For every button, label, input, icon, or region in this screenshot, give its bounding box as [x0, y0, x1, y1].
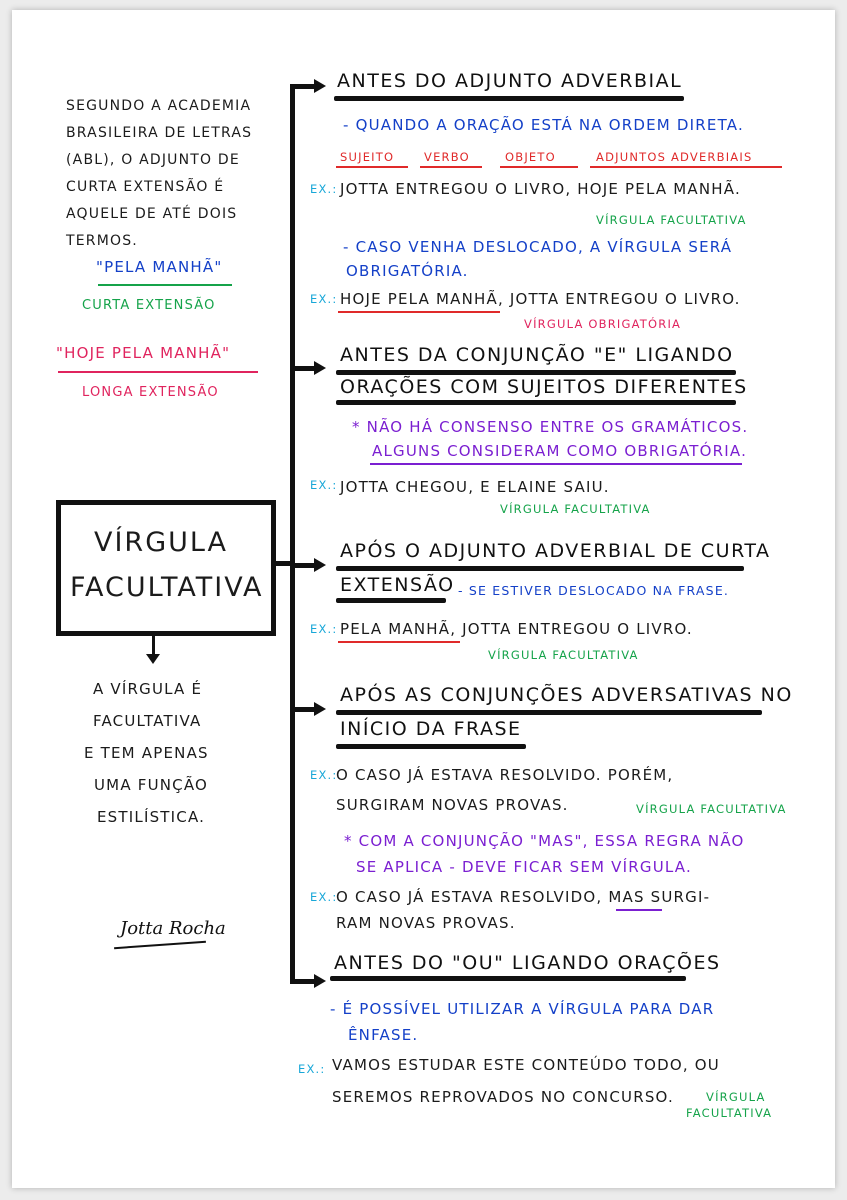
- s3-heading-bar-2: [336, 598, 446, 603]
- s1-tag-verb: VERBO: [424, 150, 470, 164]
- branch-3-arrow: [314, 558, 326, 572]
- s2-star-line2: ALGUNS CONSIDERAM COMO OBRIGATÓRIA.: [372, 442, 748, 460]
- s1-note: VÍRGULA FACULTATIVA: [596, 213, 747, 227]
- note-line-4: UMA FUNÇÃO: [94, 776, 209, 794]
- s4-mas-underline: [616, 909, 662, 911]
- note-line-2: FACULTATIVA: [93, 712, 202, 730]
- s3-ex-label: EX.:: [310, 622, 338, 636]
- title-connector: [271, 561, 291, 566]
- s1-example2-underline: [338, 311, 500, 313]
- s2-heading-line2: ORAÇÕES COM SUJEITOS DIFERENTES: [340, 376, 748, 398]
- branch-1-arrow: [314, 79, 326, 93]
- s1-ex2-label: EX.:: [310, 292, 338, 306]
- branch-5: [290, 979, 316, 984]
- s1-heading-bar: [334, 96, 684, 101]
- s4-heading-line1: APÓS AS CONJUNÇÕES ADVERSATIVAS NO: [340, 684, 793, 706]
- s3-aside: - SE ESTIVER DESLOCADO NA FRASE.: [458, 583, 730, 598]
- s1-rule: - QUANDO A ORAÇÃO ESTÁ NA ORDEM DIRETA.: [343, 116, 744, 134]
- s5-note-line1: VÍRGULA: [706, 1090, 766, 1104]
- s4-heading-bar-1: [336, 710, 762, 715]
- s5-example-line1: VAMOS ESTUDAR ESTE CONTEÚDO TODO, OU: [332, 1056, 720, 1074]
- s3-example: PELA MANHÃ, JOTTA ENTREGOU O LIVRO.: [340, 620, 693, 638]
- branch-1: [290, 84, 316, 89]
- title-box: [56, 500, 276, 636]
- s4-ex-label: EX.:: [310, 768, 338, 782]
- s1-tag-brace-1: [336, 166, 408, 168]
- s1-rule2-line1: - CASO VENHA DESLOCADO, A VÍRGULA SERÁ: [343, 238, 733, 256]
- s1-example: JOTTA ENTREGOU O LIVRO, HOJE PELA MANHÃ.: [340, 180, 741, 198]
- s4-heading-line2: INÍCIO DA FRASE: [340, 718, 522, 740]
- branch-4-arrow: [314, 702, 326, 716]
- brace-long: [58, 371, 258, 373]
- example-short: "PELA MANHÃ": [96, 258, 223, 276]
- intro-line-6: TERMOS.: [66, 233, 138, 249]
- note-line-3: E TEM APENAS: [84, 744, 209, 762]
- s2-ex-label: EX.:: [310, 478, 338, 492]
- branch-5-arrow: [314, 974, 326, 988]
- brace-short: [98, 284, 232, 286]
- branch-2: [290, 366, 316, 371]
- s2-star-line1: * NÃO HÁ CONSENSO ENTRE OS GRAMÁTICOS.: [352, 418, 749, 436]
- title-line-1: VÍRGULA: [94, 527, 229, 558]
- example-long: "HOJE PELA MANHÃ": [56, 344, 231, 362]
- signature: Jotta Rocha: [120, 918, 226, 939]
- label-long: LONGA EXTENSÃO: [82, 385, 219, 400]
- s4-note: VÍRGULA FACULTATIVA: [636, 802, 787, 816]
- s1-example2: HOJE PELA MANHÃ, JOTTA ENTREGOU O LIVRO.: [340, 290, 741, 308]
- s2-heading-line1: ANTES DA CONJUNÇÃO "E" LIGANDO: [340, 344, 734, 366]
- s4-example-line2: SURGIRAM NOVAS PROVAS.: [336, 796, 569, 814]
- title-line-2: FACULTATIVA: [70, 572, 264, 603]
- s2-heading-bar-2: [336, 400, 736, 405]
- label-short: CURTA EXTENSÃO: [82, 298, 216, 313]
- intro-line-5: AQUELE DE ATÉ DOIS: [66, 206, 238, 222]
- s1-tag-adjuncts: ADJUNTOS ADVERBIAIS: [596, 150, 753, 164]
- s4-heading-bar-2: [336, 744, 526, 749]
- s1-ex-label: EX.:: [310, 182, 338, 196]
- s5-note-line2: FACULTATIVA: [686, 1106, 773, 1120]
- s3-heading-line2: EXTENSÃO: [340, 574, 455, 596]
- branch-3: [290, 563, 316, 568]
- s3-heading-line1: APÓS O ADJUNTO ADVERBIAL DE CURTA: [340, 540, 771, 562]
- s5-rule-line1: - É POSSÍVEL UTILIZAR A VÍRGULA PARA DAR: [330, 1000, 715, 1018]
- s2-note: VÍRGULA FACULTATIVA: [500, 502, 651, 516]
- s4-ex2-label: EX.:: [310, 890, 338, 904]
- branch-2-arrow: [314, 361, 326, 375]
- s1-tag-subject: SUJEITO: [340, 150, 395, 164]
- s2-star-underline: [370, 463, 742, 465]
- s3-heading-bar-1: [336, 566, 744, 571]
- s3-note: VÍRGULA FACULTATIVA: [488, 648, 639, 662]
- s1-tag-brace-3: [500, 166, 578, 168]
- s5-example-line2: SEREMOS REPROVADOS NO CONCURSO.: [332, 1088, 674, 1106]
- s4-example2-line2: RAM NOVAS PROVAS.: [336, 914, 516, 932]
- title-down-arrow: [146, 654, 160, 664]
- title-down-stem: [152, 636, 155, 656]
- s1-tag-brace-4: [590, 166, 782, 168]
- s2-example: JOTTA CHEGOU, E ELAINE SAIU.: [340, 478, 610, 496]
- s5-ex-label: EX.:: [298, 1062, 326, 1076]
- intro-line-4: CURTA EXTENSÃO É: [66, 179, 225, 195]
- s3-example-underline: [338, 641, 460, 643]
- s1-note2: VÍRGULA OBRIGATÓRIA: [524, 317, 682, 331]
- s4-star-line2: SE APLICA - DEVE FICAR SEM VÍRGULA.: [356, 858, 692, 876]
- s1-heading: ANTES DO ADJUNTO ADVERBIAL: [337, 70, 683, 92]
- s4-star-line1: * COM A CONJUNÇÃO "MAS", ESSA REGRA NÃO: [344, 832, 745, 850]
- s1-tag-brace-2: [420, 166, 482, 168]
- note-line-5: ESTILÍSTICA.: [97, 808, 206, 826]
- s5-rule-line2: ÊNFASE.: [348, 1026, 419, 1044]
- spine-line: [290, 84, 295, 984]
- s1-rule2-line2: OBRIGATÓRIA.: [346, 262, 469, 280]
- s5-heading-bar: [330, 976, 686, 981]
- s1-tag-object: OBJETO: [505, 150, 556, 164]
- branch-4: [290, 707, 316, 712]
- intro-line-2: BRASILEIRA DE LETRAS: [66, 125, 253, 141]
- note-line-1: A VÍRGULA É: [93, 680, 203, 698]
- s2-heading-bar-1: [336, 370, 736, 375]
- s4-example-line1: O CASO JÁ ESTAVA RESOLVIDO. PORÉM,: [336, 766, 674, 784]
- intro-line-1: SEGUNDO A ACADEMIA: [66, 98, 252, 114]
- intro-line-3: (ABL), O ADJUNTO DE: [66, 152, 240, 168]
- s5-heading: ANTES DO "OU" LIGANDO ORAÇÕES: [334, 952, 721, 974]
- s4-example2-line1: O CASO JÁ ESTAVA RESOLVIDO, MAS SURGI-: [336, 888, 711, 906]
